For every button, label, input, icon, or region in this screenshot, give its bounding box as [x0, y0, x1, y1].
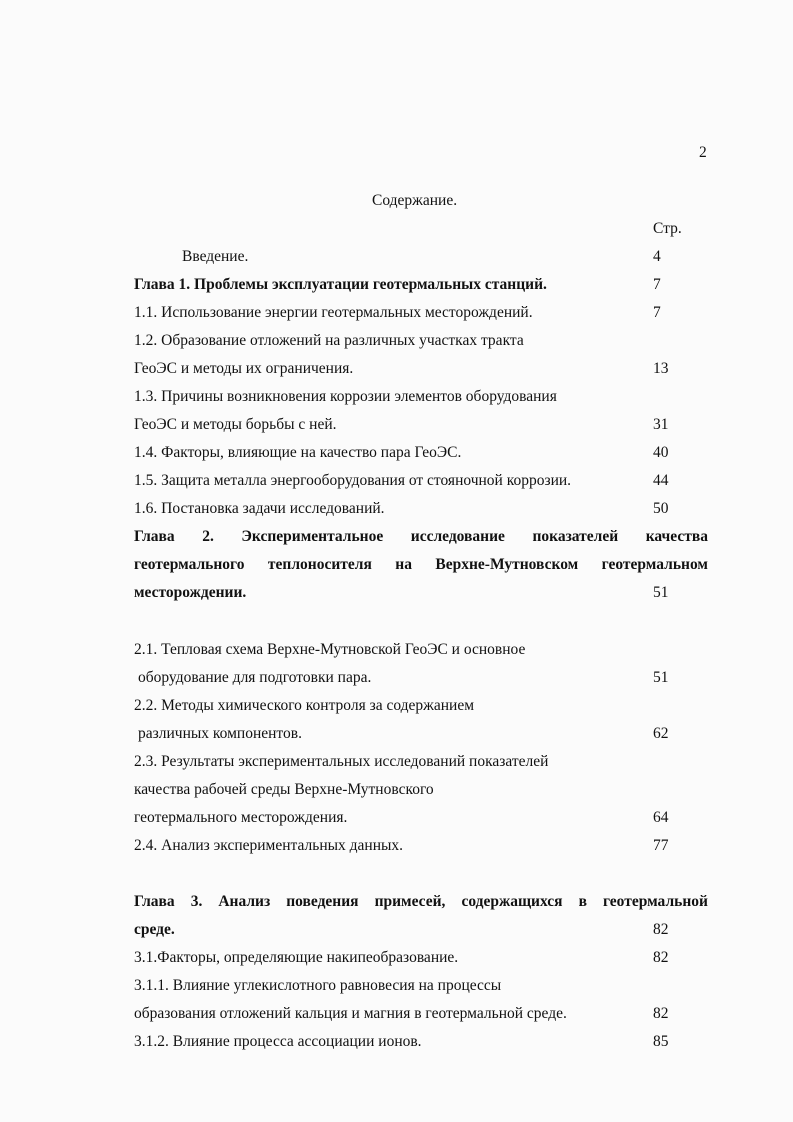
toc-section-1-6-page: 50: [653, 500, 669, 517]
word: в: [578, 893, 587, 910]
word: на: [395, 556, 412, 573]
word: Анализ: [218, 893, 271, 910]
toc-chapter-2-page: 51: [653, 584, 669, 601]
toc-section-1-6: 1.6. Постановка задачи исследований.: [134, 500, 385, 517]
toc-chapter-2-title-line2: [134, 555, 708, 575]
toc-section-1-3-line2: ГеоЭС и методы борьбы с ней.: [134, 416, 337, 433]
toc-section-3-1-2-page: 85: [653, 1033, 669, 1050]
toc-section-2-3-line3: геотермального месторождения.: [134, 809, 348, 826]
toc-section-1-1-page: 7: [653, 304, 661, 321]
word: Глава: [134, 528, 175, 545]
word: поведения: [286, 893, 359, 910]
word: геотермальном: [601, 556, 708, 573]
toc-section-3-1-2: 3.1.2. Влияние процесса ассоциации ионов.: [134, 1033, 422, 1050]
toc-chapter-3-title-line1: [134, 892, 708, 912]
toc-section-2-1-line2: оборудование для подготовки пара.: [138, 669, 372, 686]
word: Верхне-Мутновском: [435, 556, 579, 573]
word: теплоносителя: [267, 556, 372, 573]
toc-chapter-1-title: Глава 1. Проблемы эксплуатации геотермальных станций.: [134, 276, 547, 293]
toc-section-1-2-page: 13: [653, 360, 669, 377]
word: Экспериментальное: [241, 528, 384, 545]
toc-section-1-5-page: 44: [653, 472, 669, 489]
toc-section-2-3-page: 64: [653, 809, 669, 826]
toc-chapter-3-page: 82: [653, 921, 669, 938]
toc-chapter-3-title-line2: среде.: [134, 921, 175, 938]
toc-section-1-1: 1.1. Использование энергии геотермальных месторождений.: [134, 304, 533, 321]
toc-section-3-1-1-page: 82: [653, 1005, 669, 1022]
toc-section-1-3-line1: 1.3. Причины возникновения коррозии элементов оборудования: [134, 388, 557, 405]
word: геотермальной: [602, 893, 708, 910]
toc-chapter-2-title-line3: месторождении.: [134, 584, 247, 601]
toc-section-2-2-line2: различных компонентов.: [138, 725, 302, 742]
toc-intro-label: Введение.: [182, 248, 249, 265]
toc-title: Содержание.: [372, 192, 458, 209]
toc-section-1-5: 1.5. Защита металла энергооборудования от стояночной коррозии.: [134, 472, 572, 489]
toc-section-3-1-page: 82: [653, 949, 669, 966]
toc-section-2-2-page: 62: [653, 725, 669, 742]
word: примесей,: [374, 893, 446, 910]
toc-section-3-1: 3.1.Факторы, определяющие накипеобразование.: [134, 949, 459, 966]
word: качества: [645, 528, 708, 545]
page-number: 2: [699, 144, 707, 161]
word: содержащихся: [461, 893, 563, 910]
toc-section-1-4: 1.4. Факторы, влияющие на качество пара ГеоЭС.: [134, 444, 462, 461]
word: 2.: [202, 528, 214, 545]
toc-section-1-4-page: 40: [653, 444, 669, 461]
toc-section-2-1-page: 51: [653, 669, 669, 686]
toc-section-2-3-line2: качества рабочей среды Верхне-Мутновского: [134, 781, 434, 798]
toc-section-3-1-1-line2: образования отложений кальция и магния в геотермальной среде.: [134, 1005, 567, 1022]
word: показателей: [532, 528, 619, 545]
word: геотермального: [134, 556, 245, 573]
word: Глава: [134, 893, 175, 910]
toc-chapter-2-title-line1: [134, 527, 708, 547]
toc-section-1-2-line2: ГеоЭС и методы их ограничения.: [134, 360, 354, 377]
toc-intro-page: 4: [653, 248, 661, 265]
word: 3.: [190, 893, 203, 910]
toc-section-2-3-line1: 2.3. Результаты экспериментальных исследований показателей: [134, 753, 549, 770]
toc-section-1-3-page: 31: [653, 416, 669, 433]
toc-section-1-2-line1: 1.2. Образование отложений на различных участках тракта: [134, 332, 524, 349]
toc-chapter-1-page: 7: [653, 276, 661, 293]
toc-section-2-4: 2.4. Анализ экспериментальных данных.: [134, 837, 404, 854]
toc-section-2-4-page: 77: [653, 837, 669, 854]
word: исследование: [410, 528, 505, 545]
toc-section-3-1-1-line1: 3.1.1. Влияние углекислотного равновесия на процессы: [134, 977, 502, 994]
toc-section-2-1-line1: 2.1. Тепловая схема Верхне-Мутновской ГеоЭС и основное: [134, 641, 526, 658]
page-column-header: Стр.: [653, 220, 682, 237]
toc-section-2-2-line1: 2.2. Методы химического контроля за содержанием: [134, 697, 475, 714]
